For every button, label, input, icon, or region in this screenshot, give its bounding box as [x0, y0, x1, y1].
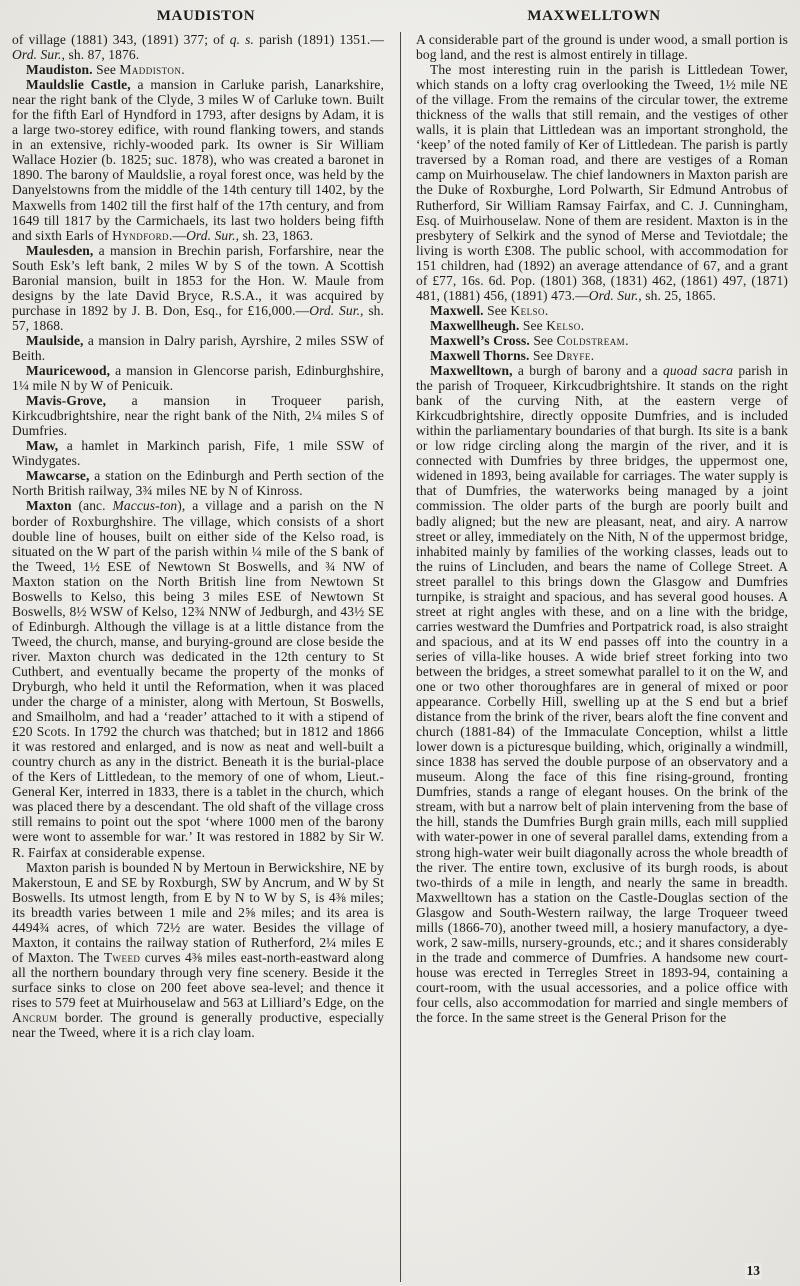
entry-name: Maudiston. [26, 62, 93, 78]
entry-text: sh. 87, 1876. [65, 47, 140, 63]
entry-paragraph [416, 363, 788, 1025]
entry-text: Ord. Sur., [12, 47, 66, 63]
entry-paragraph [416, 348, 788, 363]
entry-text: a station on the Edinburgh and Perth section of the North British railway, 3¾ miles NE by N of Kinross. [12, 468, 384, 499]
entry-paragraph [12, 438, 384, 468]
entry-text: Dryfe [556, 347, 591, 363]
entry-text: Maxton parish is bounded N by Mertoun in Berwickshire, NE by Makerstoun, E and SE by Roxburgh, SW by Ancrum, and W by St Boswells. Its utmost length, from E by N to W by S, is 4⅜ miles; its breadth varies between 1 mile and 2⅝ miles; and its area is 4494¾ acres, of which 72½ are water. Besides the village of Maxton, it contains the railway station of Rutherford, 2¼ miles E of Maxton. The [12, 859, 384, 965]
entry-text: .— [169, 227, 187, 243]
entry-name: Maulside, [26, 332, 84, 348]
entry-text: sh. 25, 1865. [641, 287, 716, 303]
entry-name: Maxwell. [430, 302, 484, 318]
entry-paragraph [416, 303, 788, 318]
entry-paragraph [12, 468, 384, 498]
entry-text: Ord. Sur., [186, 227, 240, 243]
entry-text: quoad sacra [663, 363, 734, 379]
entry-name: Maulesden, [26, 242, 94, 258]
entry-paragraph [12, 333, 384, 363]
entry-text: Maccus-ton [112, 498, 178, 514]
page-number: 13 [746, 1263, 760, 1278]
entry-text: Ord. Sur., [309, 302, 364, 318]
entry-name: Maxwelltown, [430, 363, 513, 379]
entry-paragraph [416, 318, 788, 333]
entry-paragraph [12, 243, 384, 333]
entry-text: Maddiston [119, 62, 182, 78]
entry-name: Maxton [26, 498, 72, 514]
entry-text: a burgh of barony and a [512, 363, 663, 379]
entry-text: q. s. [229, 32, 254, 47]
entry-text: of village (1881) 343, (1891) 377; of [12, 32, 230, 47]
entry-text: The most interesting ruin in the parish is Littledean Tower, which stands on a lofty crag overlooking the Tweed, 1½ mile NE of the village. From the remains of the circular tower, the extreme thickness of the walls that still remain, and the vestiges of other walls, it is plain that Littledean was an important stronghold, the ‘keep’ of the noted family of Ker of Littledean. The parish is partly traversed by a Roman road, and there are vestiges of a Roman camp on Muirhouselaw. The chief landowners in Maxton parish are the Duke of Roxburghe, Lord Polwarth, Sir Edmund Antrobus of Rutherford, Sir William Ramsay Fairfax, and C. J. Cunningham, Esq. of Muirhouselaw. None of them are resident. Maxton is in the presbytery of Selkirk and the synod of Merse and Teviotdale; the living is worth £308. The public school, with accommodation for 151 children, had (1892) an average attendance of 67, and a grant of £77, 16s. 6d. Pop. (1801) 368, (1831) 462, (1861) 497, (1871) 481, (1881) 456, (1891) 473.— [416, 62, 788, 303]
entry-text: parish (1891) 1351.— [253, 32, 384, 47]
left-column-header: MAUDISTON [156, 8, 256, 24]
entry-text: See [519, 317, 547, 333]
right-column [416, 32, 788, 1282]
entry-paragraph [12, 393, 384, 438]
column-divider [400, 32, 401, 1282]
entry-text: border. The ground is generally productive, especially near the Tweed, where it is a rich clay loam. [12, 1010, 384, 1041]
entry-text: parish in the parish of Troqueer, Kirkcudbrightshire. It stands on the right bank of the curving Nith, at the eastern verge of Kirkcudbrightshire, directly opposite Dumfries, and is included within the parliamentary boundaries of that burgh. Its site is a bank or low ridge circling along the margin of the river, and it is connected with Dumfries by three bridges, the uppermost one, widened in 1893, being available for carriages. The water supply is that of Dumfries, the waterworks being managed by a joint commission. The older parts of the burgh are poorly built and badly aligned; but the new are pleasant, neat, and airy. A narrow street or alley, immediately on the Nith, N of the uppermost bridge, inhabited mainly by families of the working classes, leads out to the ruins of Lincluden, and bears the name of College Street. A street parallel to this brings down the Glasgow and Dumfries turnpike, is straight and spacious, and has several good houses. A street at right angles with these, and on a line with the bridge, carries westward the Dumfries and Portpatrick road, is also straight and spacious, and at its W end passes off into the country in a series of villa-like houses. A wide brief street forking into two between the bridges, a street somewhat parallel to it on the W, and one or two other thoroughfares are in general of mixed or poor appearance. Corbelly Hill, swelling up at the S end but a brief distance from the brink of the river, bears aloft the fine convent and church (1881-84) of the Immaculate Conception, whilst a little lower down is a picturesque building, which, originally a windmill, since 1838 has served the double purpose of an observatory and a museum. Along the face of this fine rising-ground, fronting Dumfries, stands a range of elegant houses. On the brink of the stream, with but a narrow belt of plain intervening from the base of the hill, stands the Dumfries Burgh grain mills, each mill supplied with water-power in one of several parallel dams, extending from a strong high-water weir built diagonally across the whole breadth of the river. The entire town, exclusive of its burgh roods, is about two-thirds of a mile in length, and nearly the same in breadth. Maxwelltown has a station on the Castle-Douglas section of the Glasgow and South-Western railway, the large Troqueer tweed mills (1866-70), another tweed mill, a hosiery manufactory, a dye-work, 2 saw-mills, nursery-grounds, etc.; and it shares considerably in the trade and commerce of Dumfries. A handsome new court-house was erected in Terregles Street in 1893-94, containing a court-room, with the usual accessories, and a police office with four cells, also accommodation for married and single members of the force. In the same street is the General Prison for the [416, 363, 788, 1026]
entry-text: Ord. Sur., [588, 287, 642, 303]
entry-text: a hamlet in Markinch parish, Fife, 1 mile SSW of Windygates. [12, 438, 384, 469]
entry-text: See [92, 62, 120, 78]
entry-paragraph [12, 77, 384, 243]
left-column [12, 32, 384, 1282]
entry-paragraph [12, 363, 384, 393]
entry-text: . [580, 317, 585, 333]
entry-name: Maxwellheugh. [430, 317, 520, 333]
entry-name: Maw, [26, 438, 59, 454]
entry-text: Ancrum [12, 1010, 58, 1026]
entry-text: ), a village and a parish on the N border of Roxburghshire. The village, which consists of a short double line of houses, built on either side of the Kelso road, is situated on the W part of the parish within ¼ mile of the S bank of the Tweed, 1½ ESE of Newtown St Boswells, and ¾ NW of Maxton station on the North British line from Newtown St Boswells to Kelso, this being 3 miles ESE of Newtown St Boswells, 8½ WSW of Kelso, 12¾ NNW of Jedburgh, and 43½ SE of Edinburgh. Although the village is at a little distance from the Tweed, the church, manse, and burying-ground are close beside the river. Maxton church was dedicated in the 12th century to St Cuthbert, and eventually became the property of the monks of Dryburgh, who held it until the Reformation, when it was placed under the charge of a minister, along with Mertoun, St Boswells, and Smailholm, and had a ‘reader’ attached to it with a stipend of £20 Scots. In 1792 the church was thatched; but in 1812 and 1866 it was restored and enlarged, and is now as neat and well-built a country church as any in the district. Beneath it is the burial-place of the Kers of Littledean, to the memory of one of whom, Lieut.-General Ker, interred in 1833, there is a tablet in the church, which was placed there by a descendant. The old shaft of the village cross still remains to point out the spot ‘where 1000 men of the barony were wont to assemble for war.’ It was restored in 1882 by Sir W. R. Fairfax at considerable expense. [12, 498, 384, 860]
entry-text: A considerable part of the ground is under wood, a small portion is bog land, and the rest is almost entirely in tillage. [416, 32, 788, 63]
entry-text: a mansion in Brechin parish, Forfarshire, near the South Esk’s left bank, 2 miles W by S of the town. A Scottish Baronial mansion, built in 1853 for the Hon. W. Maule from designs by the late David Bryce, R.S.A., it was acquired by purchase in 1892 by J. B. Don, Esq., for £16,000.— [12, 242, 384, 318]
entry-paragraph [12, 32, 384, 62]
entry-text: a mansion in Glencorse parish, Edinburghshire, 1¼ mile N by W of Penicuik. [12, 363, 384, 394]
entry-paragraph [416, 62, 788, 303]
entry-text: See [529, 347, 557, 363]
entry-name: Maxwell’s Cross. [430, 332, 530, 348]
entry-text: a mansion in Troqueer parish, Kirkcudbrightshire, near the right bank of the Nith, 2¼ miles S of Dumfries. [12, 393, 384, 439]
entry-paragraph [416, 333, 788, 348]
entry-name: Mavis-Grove, [26, 393, 107, 409]
entry-text: Coldstream [556, 332, 626, 348]
entry-name: Maxwell Thorns. [430, 347, 530, 363]
entry-text: a mansion in Dalry parish, Ayrshire, 2 miles SSW of Beith. [12, 332, 384, 363]
entry-paragraph [416, 32, 788, 62]
entry-text: See [529, 332, 557, 348]
entry-paragraph [12, 62, 384, 77]
entry-text: Tweed [103, 949, 141, 965]
entry-name: Mauldslie Castle, [26, 77, 131, 93]
entry-name: Mauricewood, [26, 363, 111, 379]
entry-text: Hyndford [112, 227, 169, 243]
entry-text: . [544, 302, 549, 318]
entry-text: . [181, 62, 185, 78]
right-column-header: MAXWELLTOWN [527, 8, 661, 24]
entry-text: Kelso [510, 302, 545, 318]
entry-text: curves 4⅜ miles east-north-eastward along all the northern boundary through very fine scenery. Beside it the surface sinks to close on 200 feet above sea-level; and thence it rises to 579 feet at Muirhouselaw and 563 at Lilliard’s Edge, on the [12, 949, 384, 1010]
entry-text: See [483, 302, 511, 318]
entry-name: Mawcarse, [26, 468, 90, 484]
entry-text: . [590, 347, 595, 363]
entry-text: sh. 23, 1863. [239, 227, 314, 243]
entry-text: . [625, 332, 629, 348]
entry-text: Kelso [546, 317, 581, 333]
text-columns [12, 32, 788, 1282]
entry-text: sh. 57, 1868. [12, 302, 385, 333]
entry-paragraph [12, 498, 384, 859]
entry-text: a mansion in Carluke parish, Lanarkshire, near the right bank of the Clyde, 3 miles W of Carluke town. Built for the fifth Earl of Hyndford in 1793, after designs by Adam, it is a large two-storey edifice, with round flanking towers, and stands in an extensive, richly-wooded park. Its owner is Sir William Wallace Hozier (b. 1825; suc. 1878), who was created a baronet in 1890. The barony of Mauldslie, a royal forest once, was held by the Danyelstowns from the middle of the 14th century till 1402, by the Maxwells from 1402 till the first half of the 17th century, and from 1649 till 1817 by the Carmichaels, its last two holders being fifth and sixth Earls of [12, 77, 385, 243]
entry-text: (anc. [71, 498, 113, 514]
running-heads [12, 8, 788, 25]
entry-paragraph [12, 860, 384, 1041]
